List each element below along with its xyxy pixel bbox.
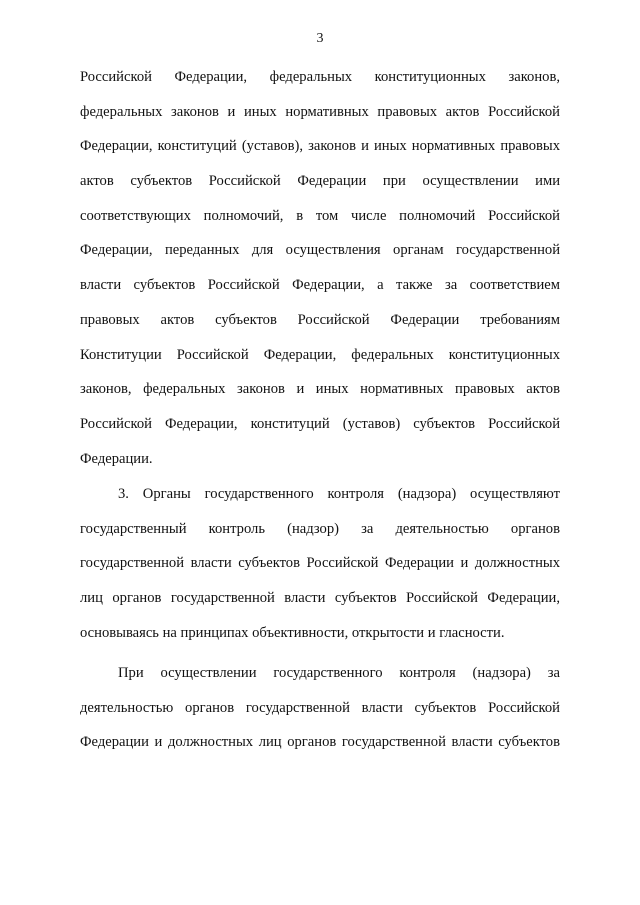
text-line: деятельностью органов государственной власти субъектов Российской <box>80 699 560 716</box>
text-line: лиц органов государственной власти субъектов Российской Федерации, <box>80 590 560 607</box>
text-line: При осуществлении государственного контроля (надзора) за <box>118 665 560 681</box>
text-line: основываясь на принципах объективности, открытости и гласности. <box>80 624 505 641</box>
text-line: Конституции Российской Федерации, федеральных конституционных <box>80 346 560 363</box>
paragraph-3 <box>80 656 560 760</box>
text-line: законов, федеральных законов и иных нормативных правовых актов <box>80 381 560 398</box>
paragraph-1 <box>80 60 560 476</box>
text-line: власти субъектов Российской Федерации, а также за соответствием <box>80 277 560 294</box>
text-line: федеральных законов и иных нормативных правовых актов Российской <box>80 103 560 120</box>
text-line: государственный контроль (надзор) за деятельностью органов <box>80 520 560 537</box>
text-line: Федерации, конституций (уставов), законов и иных нормативных правовых <box>80 138 560 155</box>
text-line: Федерации, переданных для осуществления органам государственной <box>80 242 560 259</box>
page-number: 3 <box>316 31 324 46</box>
text-line: Федерации. <box>80 450 153 467</box>
text-line: Российской Федерации, федеральных конституционных законов, <box>80 69 560 85</box>
text-line: актов субъектов Российской Федерации при осуществлении ими <box>80 173 560 190</box>
text-line: 3. Органы государственного контроля (надзора) осуществляют <box>118 486 560 502</box>
text-line: государственной власти субъектов Российской Федерации и должностных <box>80 555 560 572</box>
paragraph-2 <box>80 477 560 650</box>
text-line: соответствующих полномочий, в том числе полномочий Российской <box>80 207 560 224</box>
text-line: Федерации и должностных лиц органов государственной власти субъектов <box>80 734 560 751</box>
text-line: правовых актов субъектов Российской Федерации требованиям <box>80 311 560 328</box>
text-line: Российской Федерации, конституций (уставов) субъектов Российской <box>80 415 560 432</box>
